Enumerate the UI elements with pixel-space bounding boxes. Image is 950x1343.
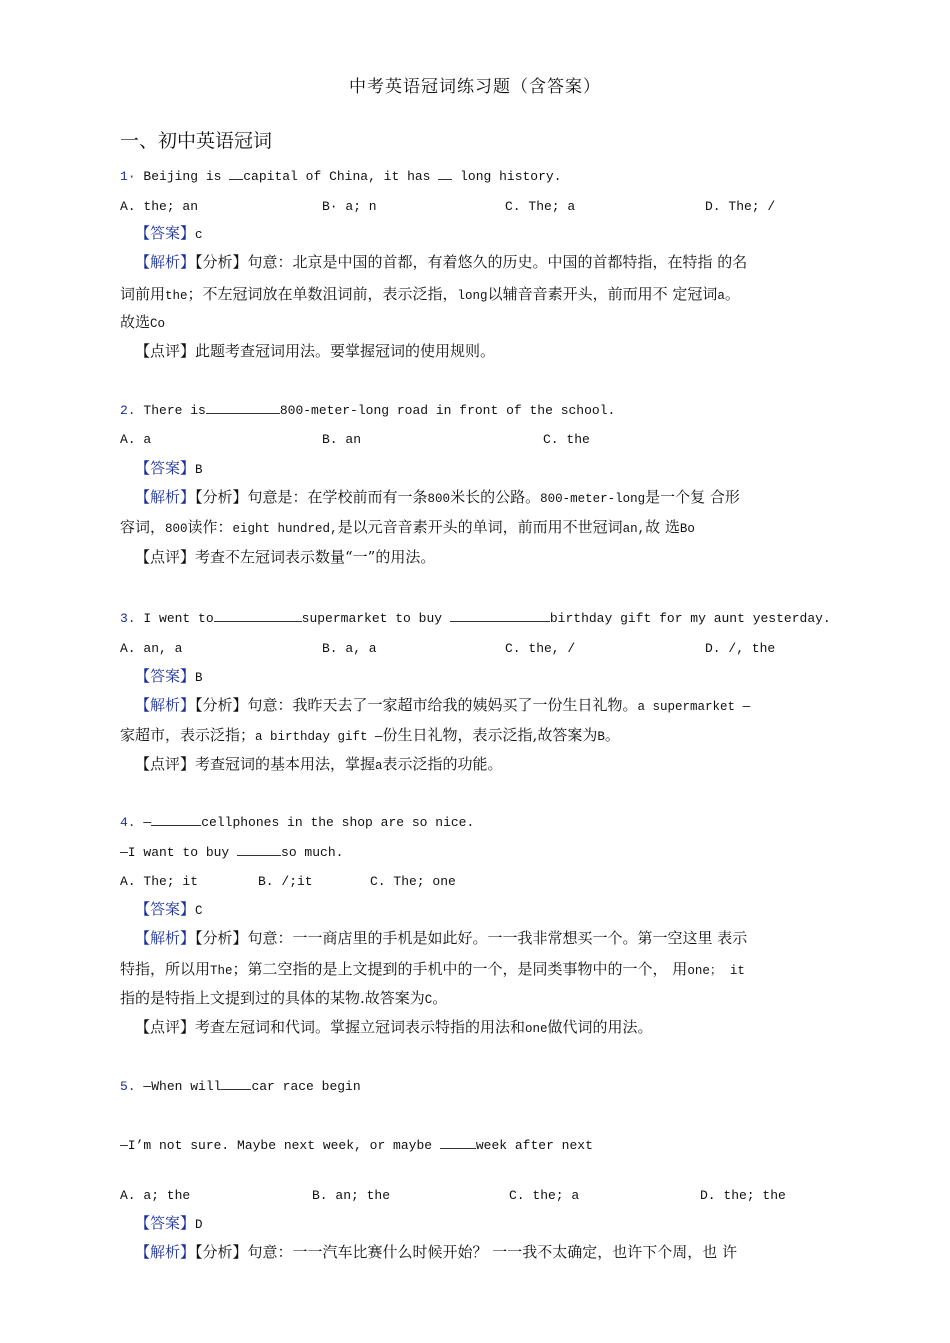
question-number: 2. (120, 403, 136, 418)
option-b: B. an; the (312, 1188, 391, 1203)
question-4-reply: —I want to buy so much. (120, 845, 344, 860)
answer-blank (237, 845, 281, 856)
option-a: A. an, a (120, 641, 183, 656)
option-a: A. the; an (120, 199, 199, 214)
question-number: 4. (120, 815, 136, 830)
answer-blank (440, 1138, 476, 1149)
analysis-line: 【解析】【分析】句意：一一商店里的手机是如此好。一一我非常想买一个。第一空这里 表示 (135, 929, 748, 947)
comment-line: 【点评】此题考查冠词用法。要掌握冠词的使用规则。 (135, 342, 496, 360)
question-5: 5. —When will car race begin (120, 1079, 361, 1094)
section-heading: 一、初中英语冠词 (120, 130, 273, 152)
answer-line: 【答案】C (135, 900, 203, 918)
question-5-reply: —I’m not sure. Maybe next week, or maybe week after next (120, 1138, 593, 1153)
option-c: C. the; a (509, 1188, 580, 1203)
option-c: C. The; a (505, 199, 576, 214)
answer-value: D (195, 1218, 203, 1232)
answer-line: 【答案】c (135, 224, 203, 242)
answer-blank (229, 169, 243, 180)
answer-value: B (195, 463, 203, 477)
option-b: B. /;it (258, 874, 313, 889)
answer-blank (214, 611, 302, 622)
option-c: C. the, / (505, 641, 576, 656)
option-c: C. The; one (370, 874, 456, 889)
analysis-line: 【解析】【分析】句意：一一汽车比赛什么时候开始？ 一一我不太确定，也许下个周，也 许 (135, 1243, 738, 1261)
comment-line: 【点评】考查左冠词和代词。掌握立冠词表示特指的用法和one做代词的用法。 (135, 1018, 653, 1036)
answer-blank (151, 815, 201, 826)
comment-line: 【点评】考查冠词的基本用法，掌握a表示泛指的功能。 (135, 755, 503, 773)
option-d: D. the; the (700, 1188, 786, 1203)
option-b: B· a; n (322, 199, 377, 214)
analysis-line: 容词，800读作：eight hundred,是以元音音素开头的单词，前而用不世冠词an,故 选Bo (120, 518, 695, 536)
question-number: 5. (120, 1079, 136, 1094)
comment-line: 【点评】考查不左冠词表示数量“一”的用法。 (135, 548, 436, 566)
analysis-line: 【解析】【分析】句意：北京是中国的首都，有着悠久的历史。中国的首都特指，在特指 的名 (135, 253, 748, 271)
analysis-line: 特指，所以用The；第二空指的是上文提到的手机中的一个，是同类事物中的一个， 用one； it (120, 960, 745, 978)
question-number: 3. (120, 611, 136, 626)
analysis-line: 指的是特指上文提到过的具体的某物.故答案为C。 (120, 989, 448, 1007)
answer-line: 【答案】B (135, 459, 203, 477)
answer-line: 【答案】B (135, 667, 203, 685)
document-title: 中考英语冠词练习题（含答案） (349, 77, 601, 97)
analysis-line: 家超市，表示泛指；a birthday gift —份生日礼物，表示泛指,故答案为B。 (120, 726, 620, 744)
question-2: 2. There is 800-meter-long road in front of the school. (120, 403, 616, 418)
option-b: B. an (322, 432, 362, 447)
option-a: A. a (120, 432, 152, 447)
answer-blank (206, 403, 280, 414)
answer-value: c (195, 228, 203, 242)
question-4: 4. — cellphones in the shop are so nice. (120, 815, 475, 830)
answer-line: 【答案】D (135, 1214, 203, 1232)
answer-value: B (195, 671, 203, 685)
question-number: 1· (120, 169, 136, 184)
analysis-line: 【解析】【分析】句意是：在学校前而有一条800米长的公路。800-meter-long是一个复 合形 (135, 488, 740, 506)
question-3: 3. I went to supermarket to buy birthday gift for my aunt yesterday. (120, 611, 831, 626)
answer-value: C (195, 904, 203, 918)
option-d: D. The; / (705, 199, 776, 214)
option-d: D. /, the (705, 641, 776, 656)
analysis-line: 故选Co (120, 313, 166, 331)
answer-blank (450, 611, 550, 622)
answer-blank (221, 1079, 251, 1090)
analysis-line: 词前用the；不左冠词放在单数沮词前，表示泛指，long以辅音音素开头，前而用不 定冠词a。 (120, 285, 740, 303)
answer-blank (438, 169, 452, 180)
option-c: C. the (543, 432, 590, 447)
option-b: B. a, a (322, 641, 377, 656)
option-a: A. The; it (120, 874, 199, 889)
option-a: A. a; the (120, 1188, 191, 1203)
analysis-line: 【解析】【分析】句意：我昨天去了一家超市给我的姨妈买了一份生日礼物。a supermarket — (135, 696, 751, 714)
question-1: 1· Beijing is capital of China, it has long history. (120, 169, 562, 184)
